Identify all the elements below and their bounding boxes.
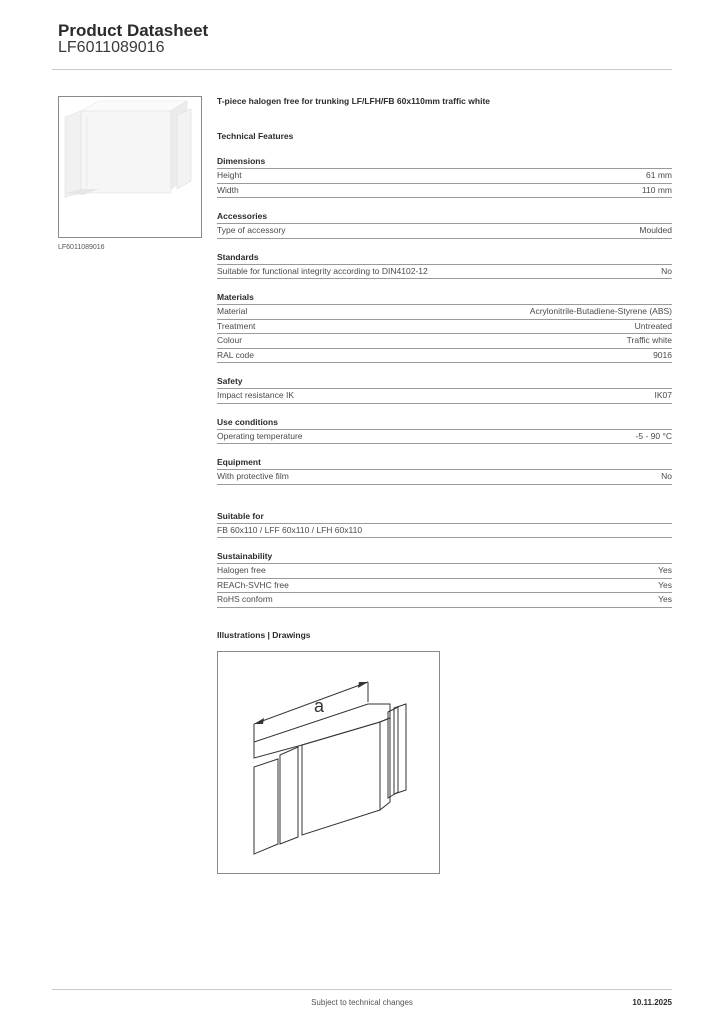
section-title: Use conditions [217, 415, 672, 430]
spec-label: REACh-SVHC free [217, 579, 289, 590]
section-title: Safety [217, 374, 672, 389]
spec-label: Operating temperature [217, 430, 303, 441]
footer-divider [52, 989, 672, 990]
section-materials [217, 290, 672, 363]
product-title: T-piece halogen free for trunking LF/LFH/FB 60x110mm traffic white [217, 96, 490, 106]
spec-value: Yes [658, 565, 672, 575]
spec-row [217, 349, 672, 364]
section-dimensions [217, 154, 672, 198]
section-suitable-for [217, 509, 672, 539]
spec-row [217, 320, 672, 335]
spec-label: FB 60x110 / LFF 60x110 / LFH 60x110 [217, 524, 363, 535]
spec-label: RAL code [217, 349, 255, 360]
spec-row [217, 169, 672, 184]
spec-value: IK07 [654, 390, 672, 400]
section-equipment [217, 455, 672, 485]
spec-value: 61 mm [646, 170, 672, 180]
spec-row [217, 579, 672, 594]
section-title: Suitable for [217, 509, 672, 524]
spec-value: Traffic white [626, 335, 672, 345]
spec-label: Colour [217, 335, 243, 345]
spec-row [217, 305, 672, 320]
section-title: Standards [217, 250, 672, 265]
section-safety [217, 374, 672, 404]
spec-value: 9016 [653, 349, 672, 360]
spec-value: -5 - 90 °C [635, 430, 672, 441]
spec-value: No [661, 265, 672, 276]
dimension-label: a [314, 695, 325, 716]
spec-label: Halogen free [217, 565, 266, 575]
header-divider [52, 69, 672, 70]
spec-row [217, 389, 672, 404]
spec-value: No [661, 471, 672, 481]
spec-row [217, 430, 672, 445]
page-title: Product Datasheet [58, 21, 209, 40]
spec-value: 110 mm [641, 184, 672, 195]
spec-row [217, 564, 672, 579]
spec-row [217, 593, 672, 608]
spec-value: Moulded [639, 225, 672, 235]
product-code: LF6011089016 [58, 39, 165, 56]
spec-row [217, 334, 672, 349]
spec-label: With protective film [217, 471, 289, 481]
spec-value: Yes [658, 579, 672, 590]
section-title: Sustainability [217, 549, 672, 564]
datasheet-content [217, 94, 672, 874]
section-title: Accessories [217, 209, 672, 224]
section-title: Materials [217, 290, 672, 305]
spec-row [217, 470, 672, 485]
spec-row [217, 224, 672, 239]
illustrations-heading: Illustrations | Drawings [217, 629, 311, 640]
section-title: Equipment [217, 455, 672, 470]
spec-label: Height [217, 170, 242, 180]
spec-value: Acrylonitrile-Butadiene-Styrene (ABS) [529, 306, 672, 316]
product-image [58, 96, 202, 238]
spec-label: Type of accessory [217, 225, 286, 235]
t-piece-drawing [218, 652, 439, 873]
footer-date: 10.11.2025 [632, 998, 672, 1007]
product-photo [59, 97, 201, 237]
spec-label: Material [217, 306, 248, 316]
spec-label: Impact resistance IK [217, 390, 295, 400]
section-sustainability [217, 549, 672, 608]
section-accessories [217, 209, 672, 239]
spec-label: RoHS conform [217, 594, 273, 604]
spec-row [217, 184, 672, 199]
footer-note: Subject to technical changes [311, 998, 413, 1007]
technical-drawing [217, 651, 440, 874]
spec-value: Yes [658, 594, 672, 604]
spec-label: Treatment [217, 320, 256, 331]
spec-row [217, 524, 672, 539]
section-title: Dimensions [217, 154, 672, 169]
spec-value: Untreated [634, 320, 672, 331]
technical-features-heading: Technical Features [217, 131, 294, 141]
section-standards [217, 250, 672, 280]
spec-label: Suitable for functional integrity according to DIN4102-12 [217, 265, 428, 276]
spec-row [217, 265, 672, 280]
section-use-conditions [217, 415, 672, 445]
spec-label: Width [217, 184, 239, 195]
image-caption: LF6011089016 [58, 244, 105, 251]
